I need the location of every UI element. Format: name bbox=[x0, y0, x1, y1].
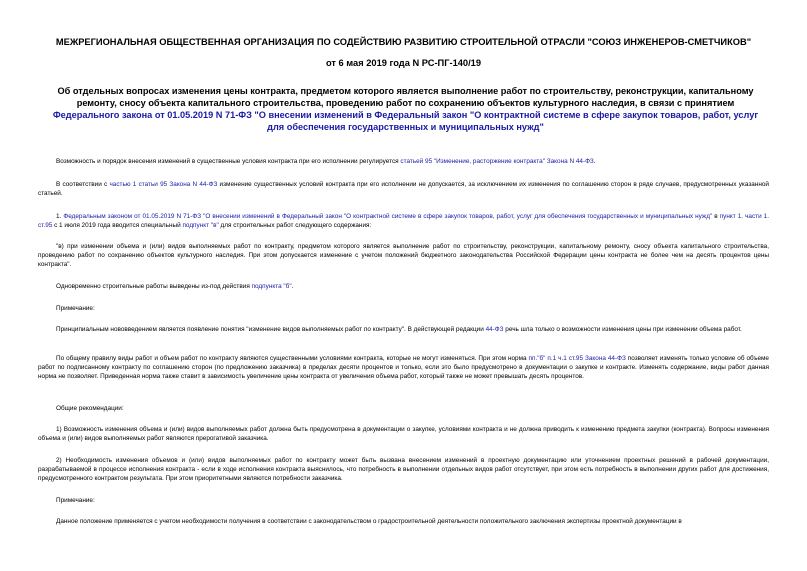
paragraph-8 bbox=[38, 425, 769, 443]
p6-text: Принципиальным нововведением является появление понятия "изменение видов выполняемых работ по контракту". В действующей редакции bbox=[56, 326, 486, 333]
p6-end: речь шла только о возможности изменения цены при изменении объема работ. bbox=[503, 326, 742, 333]
p10-text: Данное положение применяется с учетом необходимости получения в соответствии с законодательством о градостроительной деятельности положительного заключения экспертизы проектной документации в bbox=[56, 518, 682, 525]
paragraph-3 bbox=[38, 212, 769, 230]
p1-text: Возможность и порядок внесения изменений в существенные условия контракта при его исполнении регулируется bbox=[56, 158, 401, 165]
p2-text: В соответствии с bbox=[56, 181, 110, 188]
general-recommendations bbox=[38, 404, 769, 413]
p5-end: . bbox=[291, 283, 294, 290]
p7-end: позволяет изменять только условие об объеме работ по подписанному контракту по соглашению сторон (по предложению заказчика) в пределах десяти процентов и только, если это было предусмотрено в документации о закупке и контракте. Изменять содержание, виды работ данная норма не позволяет. Приведенная норма также ставит в зависимость увеличение цены контракта от увеличения объема работ, который также не может превышать десять процентов. bbox=[38, 355, 769, 380]
subpoint-v-link[interactable]: подпункт "в" bbox=[182, 222, 219, 229]
federal-law-71-link[interactable]: Федеральным законом от 01.05.2019 N 71-ФЗ "О внесении изменений в Федеральный закон "О контрактной системе в сфере закупок товаров, работ, услуг для обеспечения государственных и муниципальных нужд" bbox=[63, 213, 713, 220]
note-1-label: Примечание: bbox=[56, 305, 95, 312]
paragraph-9 bbox=[38, 456, 769, 483]
note-1 bbox=[38, 304, 769, 313]
article-95-link[interactable]: статьей 95 "Изменение, расторжение контракта" Закона N 44-ФЗ bbox=[400, 158, 594, 165]
organization-header: МЕЖРЕГИОНАЛЬНАЯ ОБЩЕСТВЕННАЯ ОРГАНИЗАЦИЯ ПО СОДЕЙСТВИЮ РАЗВИТИЮ СТРОИТЕЛЬНОЙ ОТРАСЛИ "СОЮЗ ИНЖЕНЕРОВ-СМЕТЧИКОВ" bbox=[55, 37, 752, 47]
p2-end: изменение существенных условий контракта при его исполнении не допускается, за исключением их изменения по соглашению сторон в ряде случаев, предусмотренных указанной статьей. bbox=[38, 181, 769, 197]
p8-text: 1) Возможность изменения объема и (или) видов выполняемых работ должна быть предусмотрена в документации о закупке, условиями контракта и не должна приводить к изменению предмета закупки (контракта). Вопросы изменения объема и (или) видов выполняемых работ являются прерогативой заказчика. bbox=[38, 426, 769, 442]
p3-text-b: в bbox=[712, 213, 720, 220]
note-2 bbox=[38, 496, 769, 505]
paragraph-5 bbox=[38, 282, 769, 291]
title-text: Об отдельных вопросах изменения цены контракта, предметом которого является выполнение работ по строительству, реконструкции, капитальному ремонту, сносу объекта капитального строительства, проведению работ по сохранению объектов культурного наследия, в связи с принятием bbox=[57, 86, 754, 108]
paragraph-4 bbox=[38, 242, 769, 269]
note-2-label: Примечание: bbox=[56, 497, 95, 504]
p3-text-d: для строительных работ следующего содержания: bbox=[218, 222, 372, 229]
p5-text: Одновременно строительные работы выведены из-под действия bbox=[56, 283, 252, 290]
p9-text: 2) Необходимость изменения объемов и (или) видов выполняемых работ по контракту может быть вызвана внесением изменений в проектную документацию или уточнением проектных решений в рабочей документации, разрабатываемой в процессе исполнения контракта - если в ходе исполнения контракта выяснилось, что потребность в выполнении отдельных видов работ отсутствует, при этом есть потребность в выполнении других работ для достижения, предусмотренного контрактом результата. При этом приоритетными являются потребности заказчика. bbox=[38, 457, 769, 482]
p3-num: 1. bbox=[56, 213, 64, 220]
p7-text: По общему правилу виды работ и объем работ по контракту являются существенными условиями контракта, которые не могут изменяться. При этом норма bbox=[56, 355, 529, 362]
subpoint-b-link[interactable]: подпункта "б" bbox=[251, 283, 292, 290]
document-date: от 6 мая 2019 года N РС-ПГ-140/19 bbox=[325, 58, 482, 68]
p4-text: "в) при изменении объема и (или) видов выполняемых работ по контракту, предметом которого является выполнение работ по строительству, реконструкции, капитальному ремонту, сносу объекта капитального строительства, проведению работ по сохранению объектов культурного наследия. При этом допускается изменение с учетом положений бюджетного законодательства Российской Федерации цены контракта не более чем на десять процентов цены контракта". bbox=[38, 243, 769, 268]
law-44-fz-link[interactable]: 44-ФЗ bbox=[485, 326, 504, 333]
p1-end: . bbox=[593, 158, 596, 165]
point-1-link[interactable]: пункт 1. части 1. ст.95 bbox=[38, 213, 770, 229]
title-law-link[interactable]: Федерального закона от 01.05.2019 N 71-ФЗ "О внесении изменений в Федеральный закон "О контрактной системе в сфере закупок товаров, работ, услуг для обеспечения государственных и муниципальных нужд" bbox=[52, 110, 759, 132]
document-title bbox=[44, 85, 767, 133]
paragraph-10 bbox=[38, 517, 769, 526]
pp-b-link[interactable]: пп."б" п.1 ч.1 ст.95 Закона 44-ФЗ bbox=[528, 355, 626, 362]
paragraph-2 bbox=[38, 180, 769, 198]
general-recommendations-label: Общие рекомендации: bbox=[56, 405, 124, 412]
paragraph-1 bbox=[38, 157, 769, 166]
part-1-article-95-link[interactable]: частью 1 статьи 95 Закона N 44-ФЗ bbox=[109, 181, 218, 188]
paragraph-6 bbox=[38, 325, 769, 334]
p3-text-c: с 1 июля 2019 года вводится специальный bbox=[52, 222, 183, 229]
paragraph-7 bbox=[38, 354, 769, 381]
